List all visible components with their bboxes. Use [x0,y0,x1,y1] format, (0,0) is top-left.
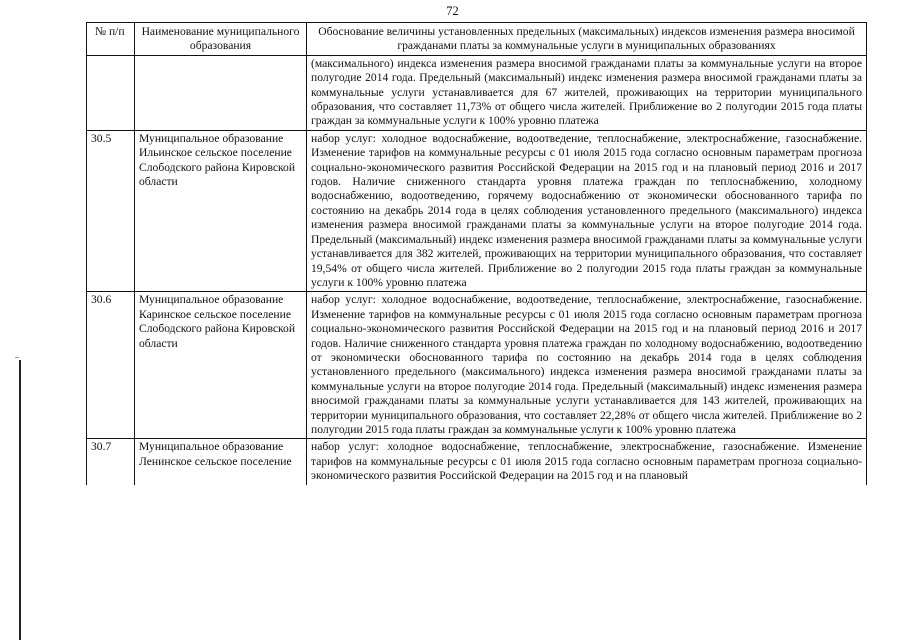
row-num [87,55,135,130]
row-num: 30.6 [87,292,135,439]
margin-tick-mark [15,357,19,358]
row-justification-text: набор услуг: холодное водоснабжение, теплоснабжение, электроснабжение, газоснабжение. Изменение тарифов на коммунальные ресурсы с 01 июля 2015 года согласно основным параметрам прогноза социально-экономического развития Российской Федерации на 2015 год и на плановый [307,439,867,485]
row-municipality-name [135,55,307,130]
margin-binding-line [19,360,21,640]
table-header-row [87,23,867,56]
row-municipality-name: Муниципальное образование Ильинское сельское поселение Слободского района Кировской области [135,130,307,291]
tariff-justification-table [86,22,867,485]
header-justification: Обоснование величины установленных предельных (максимальных) индексов изменения размера вносимой гражданами платы за коммунальные услуги в муниципальных образованиях [307,23,867,56]
table-row [87,130,867,291]
row-justification-text: (максимального) индекса изменения размера вносимой гражданами платы за коммунальные услуги на второе полугодие 2014 года. Предельный (максимальный) индекс изменения размера вносимой гражданами платы за коммунальные услуги устанавливается для 67 жителей, проживающих на территории муниципального образования, что составляет 11,73% от общего числа жителей. Приближение во 2 полугодии 2015 года платы граждан за коммунальные услуги к 100% уровню платежа [307,55,867,130]
header-num: № п/п [87,23,135,56]
row-municipality-name: Муниципальное образование Ленинское сельское поселение [135,439,307,485]
table-row [87,439,867,485]
row-justification-text: набор услуг: холодное водоснабжение, водоотведение, теплоснабжение, электроснабжение, газоснабжение. Изменение тарифов на коммунальные ресурсы с 01 июля 2015 года согласно основным параметрам прогноза социально-экономического развития Российской Федерации на 2015 год и на плановый период 2016 и 2017 годов. Наличие сниженного стандарта уровня платежа граждан по теплоснабжению, холодному водоснабжению, водоотведению, горячему водоснабжению от экономически обоснованного тарифа по состоянию на декабрь 2014 года в целях соблюдения установленного предельного (максимального) индекса изменения размера вносимой гражданами платы за коммунальные услуги на второе полугодие 2014 года. Предельный (максимальный) индекс изменения размера вносимой гражданами платы за коммунальные услуги устанавливается для 382 жителей, проживающих на территории муниципального образования, что составляет 19,54% от общего числа жителей. Приближение во 2 полугодии 2015 года платы граждан за коммунальные услуги к 100% уровню платежа [307,130,867,291]
row-justification-text: набор услуг: холодное водоснабжение, водоотведение, теплоснабжение, электроснабжение, газоснабжение. Изменение тарифов на коммунальные ресурсы с 01 июля 2015 года согласно основным параметрам прогноза социально-экономического развития Российской Федерации на 2015 год и на плановый период 2016 и 2017 годов. Наличие сниженного стандарта уровня платежа граждан по холодному водоснабжению, водоотведению от экономически обоснованного тарифа по состоянию на декабрь 2014 года в целях соблюдения установленного предельного (максимального) индекса изменения размера вносимой гражданами платы за коммунальные услуги на второе полугодие 2014 года. Предельный (максимальный) индекс изменения размера вносимой гражданами платы за коммунальные услуги устанавливается для 143 жителей, проживающих на территории муниципального образования, что составляет 22,28% от общего числа жителей. Приближение во 2 полугодии 2015 года платы граждан за коммунальные услуги к 100% уровню платежа [307,292,867,439]
table-row [87,292,867,439]
row-num: 30.5 [87,130,135,291]
row-num: 30.7 [87,439,135,485]
row-municipality-name: Муниципальное образование Каринское сельское поселение Слободского района Кировской области [135,292,307,439]
table-row [87,55,867,130]
header-name: Наименование муниципального образования [135,23,307,56]
page-number: 72 [446,4,459,18]
